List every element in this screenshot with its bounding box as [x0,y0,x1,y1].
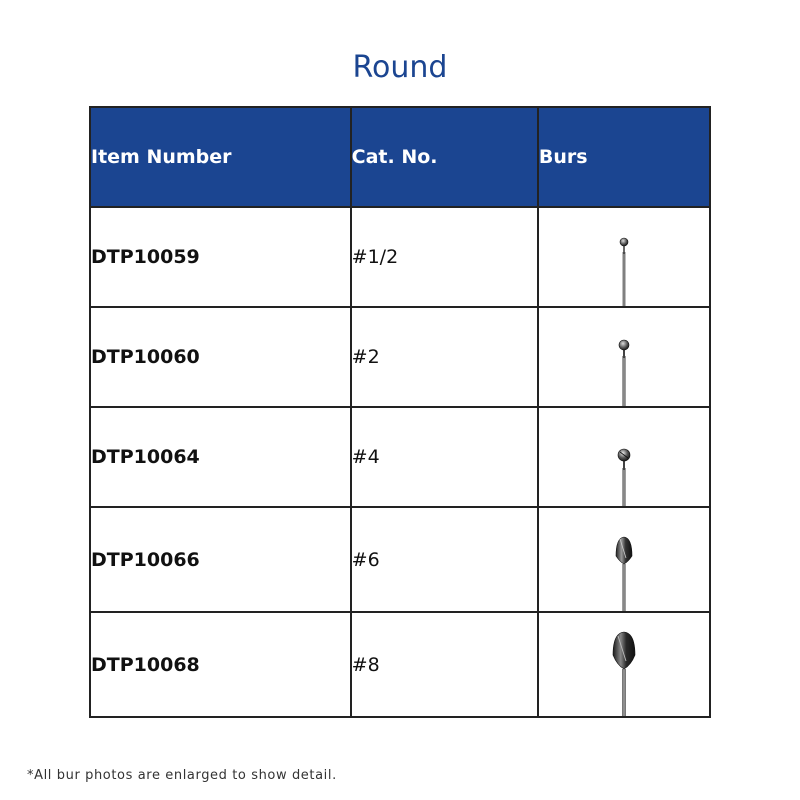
bur-image-cell [538,407,710,507]
item-number-cell: DTP10066 [90,507,351,612]
round-bur-1-2-icon [614,208,634,306]
bur-image-cell [538,612,710,717]
bur-image-cell [538,307,710,407]
table-row [90,407,710,507]
bur-spec-table [89,106,711,718]
cat-no-cell: #2 [351,307,538,407]
round-bur-4-icon [613,408,635,506]
cat-no-cell: #6 [351,507,538,612]
header-burs: Burs [538,107,710,207]
item-number-cell: DTP10068 [90,612,351,717]
cat-no-cell: #4 [351,407,538,507]
table-row [90,507,710,612]
item-number-cell: DTP10064 [90,407,351,507]
cat-no-cell: #8 [351,612,538,717]
round-bur-8-icon [610,613,638,716]
header-item-number: Item Number [90,107,351,207]
round-bur-6-icon [612,508,636,611]
table-row [90,207,710,307]
table-header-row [90,107,710,207]
bur-image-cell [538,507,710,612]
round-bur-2-icon [614,308,634,406]
bur-image-cell [538,207,710,307]
page-title: Round [352,50,448,85]
item-number-cell: DTP10059 [90,207,351,307]
header-cat-no: Cat. No. [351,107,538,207]
footnote: *All bur photos are enlarged to show detail. [27,768,337,783]
table-row [90,612,710,717]
table-row [90,307,710,407]
cat-no-cell: #1/2 [351,207,538,307]
item-number-cell: DTP10060 [90,307,351,407]
